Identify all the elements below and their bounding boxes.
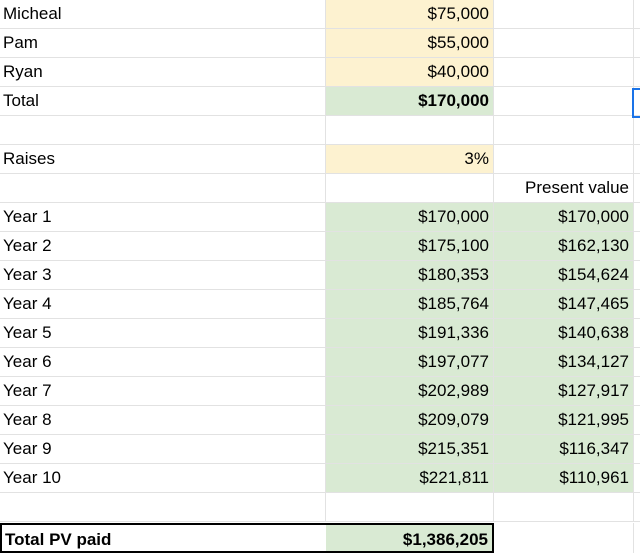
table-row-year-10 — [0, 464, 640, 493]
table-row-year-4 — [0, 290, 640, 319]
cell-empty[interactable] — [494, 145, 634, 173]
cell-year-salary[interactable]: $180,353 — [326, 261, 494, 289]
table-row-year-1 — [0, 203, 640, 232]
cell-total-value[interactable]: $170,000 — [326, 87, 494, 115]
cell-year-pv[interactable]: $147,465 — [494, 290, 634, 318]
table-row-employee-1 — [0, 0, 640, 29]
table-row-empty — [0, 493, 640, 522]
cell-year-pv[interactable]: $134,127 — [494, 348, 634, 376]
cell-employee-salary[interactable]: $40,000 — [326, 58, 494, 86]
cell-year-label[interactable]: Year 7 — [0, 377, 326, 405]
cell-empty[interactable] — [0, 174, 326, 202]
cell-empty[interactable] — [0, 493, 326, 521]
cell-empty[interactable] — [326, 174, 494, 202]
table-row-raises — [0, 145, 640, 174]
cell-employee-name[interactable]: Micheal — [0, 0, 326, 28]
cell-total-label[interactable]: Total — [0, 87, 326, 115]
cell-employee-name[interactable]: Ryan — [0, 58, 326, 86]
cell-raises-value[interactable]: 3% — [326, 145, 494, 173]
table-row-total-pv — [0, 523, 640, 553]
cell-year-label[interactable]: Year 5 — [0, 319, 326, 347]
cell-year-pv[interactable]: $154,624 — [494, 261, 634, 289]
cell-employee-name[interactable]: Pam — [0, 29, 326, 57]
cell-empty[interactable] — [0, 116, 326, 144]
table-row-empty — [0, 116, 640, 145]
cell-present-value-header[interactable]: Present value — [494, 174, 634, 202]
cell-employee-salary[interactable]: $75,000 — [326, 0, 494, 28]
cell-year-salary[interactable]: $185,764 — [326, 290, 494, 318]
cell-year-label[interactable]: Year 4 — [0, 290, 326, 318]
cell-empty[interactable] — [494, 493, 634, 521]
cell-year-salary[interactable]: $170,000 — [326, 203, 494, 231]
cell-empty[interactable] — [494, 0, 634, 28]
cell-year-label[interactable]: Year 8 — [0, 406, 326, 434]
cell-year-label[interactable]: Year 6 — [0, 348, 326, 376]
table-row-year-8 — [0, 406, 640, 435]
cell-year-label[interactable]: Year 3 — [0, 261, 326, 289]
table-row-year-7 — [0, 377, 640, 406]
cell-year-salary[interactable]: $175,100 — [326, 232, 494, 260]
cell-empty[interactable] — [494, 523, 634, 553]
cell-employee-salary[interactable]: $55,000 — [326, 29, 494, 57]
cell-empty[interactable] — [494, 29, 634, 57]
cell-empty[interactable] — [494, 58, 634, 86]
cell-year-pv[interactable]: $170,000 — [494, 203, 634, 231]
cell-empty[interactable] — [494, 116, 634, 144]
table-row-year-3 — [0, 261, 640, 290]
cell-year-salary[interactable]: $215,351 — [326, 435, 494, 463]
cell-year-pv[interactable]: $140,638 — [494, 319, 634, 347]
cell-total-pv-label[interactable]: Total PV paid — [0, 523, 328, 553]
cell-empty[interactable] — [326, 116, 494, 144]
cell-empty[interactable] — [494, 87, 634, 115]
table-row-year-6 — [0, 348, 640, 377]
cell-empty[interactable] — [326, 493, 494, 521]
cell-year-salary[interactable]: $221,811 — [326, 464, 494, 492]
table-row-employee-3 — [0, 58, 640, 87]
table-row-employee-2 — [0, 29, 640, 58]
table-row-year-2 — [0, 232, 640, 261]
cell-year-salary[interactable]: $202,989 — [326, 377, 494, 405]
cell-year-salary[interactable]: $191,336 — [326, 319, 494, 347]
cell-raises-label[interactable]: Raises — [0, 145, 326, 173]
table-row-year-9 — [0, 435, 640, 464]
cell-year-salary[interactable]: $209,079 — [326, 406, 494, 434]
cell-year-pv[interactable]: $127,917 — [494, 377, 634, 405]
cell-year-salary[interactable]: $197,077 — [326, 348, 494, 376]
cell-year-pv[interactable]: $162,130 — [494, 232, 634, 260]
cell-year-label[interactable]: Year 1 — [0, 203, 326, 231]
cell-year-pv[interactable]: $121,995 — [494, 406, 634, 434]
table-row-year-5 — [0, 319, 640, 348]
table-row-header — [0, 174, 640, 203]
cell-year-label[interactable]: Year 9 — [0, 435, 326, 463]
cell-year-label[interactable]: Year 2 — [0, 232, 326, 260]
cell-total-pv-value[interactable]: $1,386,205 — [326, 523, 494, 553]
cell-selection-border[interactable] — [632, 88, 640, 118]
table-row-total — [0, 87, 640, 116]
cell-year-pv[interactable]: $116,347 — [494, 435, 634, 463]
cell-year-pv[interactable]: $110,961 — [494, 464, 634, 492]
cell-year-label[interactable]: Year 10 — [0, 464, 326, 492]
